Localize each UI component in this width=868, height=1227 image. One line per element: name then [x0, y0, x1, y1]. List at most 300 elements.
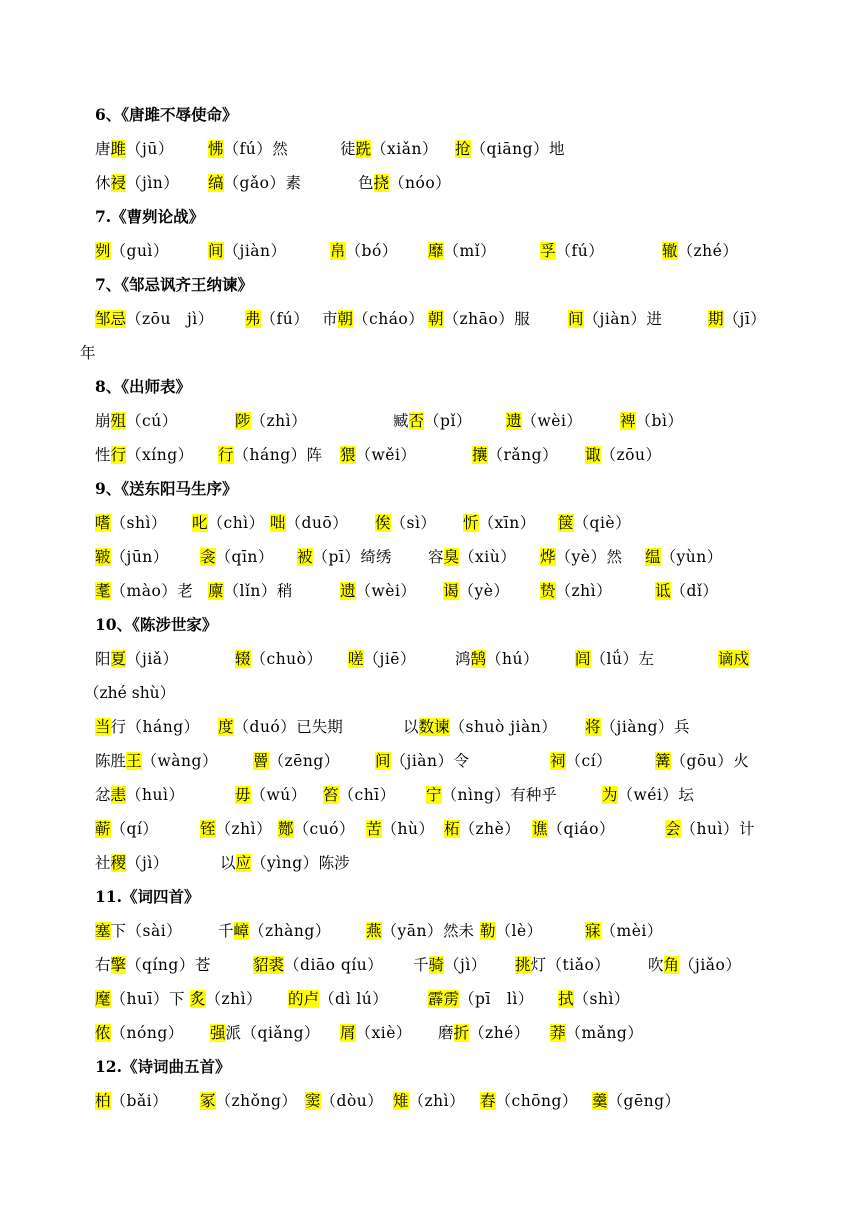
- entry-suffix: 令: [453, 752, 470, 770]
- vocab-entry: [444, 816, 520, 842]
- continuation-text: 年: [80, 344, 96, 362]
- highlighted-character: 闾: [575, 650, 591, 668]
- highlighted-character: 殂: [110, 412, 127, 430]
- entry-suffix: 计: [738, 820, 755, 838]
- vocab-entry: [210, 1020, 320, 1046]
- highlighted-character: 窦: [305, 1092, 321, 1110]
- pinyin: （fú）: [223, 140, 273, 158]
- pinyin: （cháo）: [353, 310, 425, 328]
- vocab-entry: [253, 748, 340, 774]
- vocab-entry: [218, 918, 331, 944]
- continuation-text: （zhé shù）: [84, 684, 176, 702]
- entry-prefix: 色: [358, 174, 374, 192]
- highlighted-character: 角: [663, 956, 680, 974]
- pinyin: （wéi）: [617, 786, 679, 804]
- pinyin: （zhāo）: [443, 310, 515, 328]
- pinyin: （duō）: [285, 514, 349, 532]
- highlighted-character: 辍: [235, 650, 251, 668]
- pinyin: （yìng）: [251, 854, 319, 872]
- vocab-entry: [348, 646, 416, 672]
- pinyin: （dòu）: [320, 1092, 384, 1110]
- pinyin: （cí）: [565, 752, 613, 770]
- highlighted-character: 邹忌: [95, 310, 127, 328]
- highlighted-character: 烨: [540, 548, 556, 566]
- pinyin: （bì）: [635, 412, 684, 430]
- pinyin: （xíng）: [126, 446, 194, 464]
- vocab-entry: [340, 136, 438, 162]
- highlighted-character: 猥: [340, 446, 356, 464]
- vocab-entry: [426, 782, 557, 808]
- pinyin: （cuó）: [293, 820, 356, 838]
- highlighted-character: 行: [110, 446, 127, 464]
- highlighted-character: 抢: [455, 140, 471, 158]
- vocab-entry: [592, 1088, 681, 1114]
- highlighted-character: 衾: [200, 548, 216, 566]
- vocab-entry: [428, 306, 530, 332]
- vocab-row: [0, 782, 868, 808]
- entry-suffix: 陈涉: [318, 854, 350, 872]
- pinyin: （bó）: [345, 242, 398, 260]
- pinyin: （lǐn）: [223, 582, 277, 600]
- vocab-row: [0, 816, 868, 842]
- pinyin: （nóng）: [110, 1024, 184, 1042]
- vocab-entry: [278, 816, 355, 842]
- highlighted-character: 挠: [373, 174, 390, 192]
- highlighted-character: 缊: [645, 548, 661, 566]
- highlighted-character: 忻: [463, 514, 479, 532]
- vocab-entry: [208, 578, 292, 604]
- highlighted-character: 应: [235, 854, 252, 872]
- pinyin: （wàng）: [141, 752, 218, 770]
- vocab-row: [0, 510, 868, 536]
- highlighted-character: 陟: [235, 412, 251, 430]
- pinyin: （jiàn）: [223, 242, 287, 260]
- vocab-entry: [235, 646, 323, 672]
- vocab-entry: [662, 238, 738, 264]
- highlighted-character: 雎: [110, 140, 127, 158]
- vocab-entry: [655, 748, 749, 774]
- entry-suffix: 然: [606, 548, 622, 566]
- pinyin: （chī）: [338, 786, 396, 804]
- vocab-entry: [245, 306, 309, 332]
- highlighted-character: 度: [218, 718, 234, 736]
- highlighted-character: 被: [297, 548, 313, 566]
- pinyin: （mǎng）: [565, 1024, 644, 1042]
- highlighted-character: 行: [218, 446, 234, 464]
- vocab-entry: [455, 136, 565, 162]
- entry-suffix: 左: [638, 650, 654, 668]
- highlighted-character: 遗: [506, 412, 522, 430]
- vocab-entry: [393, 408, 472, 434]
- highlighted-character: 祠: [550, 752, 566, 770]
- vocab-entry: [235, 782, 307, 808]
- highlighted-character: 遗: [340, 582, 356, 600]
- vocab-row: [0, 136, 868, 162]
- highlighted-character: 靡: [428, 242, 444, 260]
- highlighted-character: 罾: [253, 752, 269, 770]
- entry-prefix: 吹: [648, 956, 664, 974]
- vocab-entry: [568, 306, 662, 332]
- pinyin: （chuò）: [250, 650, 323, 668]
- pinyin: （wèi）: [521, 412, 583, 430]
- vocab-entry: [95, 816, 158, 842]
- pinyin: （jiē）: [363, 650, 416, 668]
- highlighted-character: 皲: [95, 548, 111, 566]
- highlighted-character: 篝: [655, 752, 671, 770]
- pinyin: （jī）: [723, 310, 767, 328]
- highlighted-character: 刿: [95, 242, 111, 260]
- pinyin: （fú）: [555, 242, 605, 260]
- highlighted-character: 耄: [95, 582, 111, 600]
- vocab-entry: [235, 408, 307, 434]
- highlighted-character: 笞: [323, 786, 339, 804]
- pinyin: （shì）: [110, 514, 167, 532]
- pinyin: （zhì）: [555, 582, 613, 600]
- pinyin: （qiāng）: [470, 140, 550, 158]
- pinyin: （lè）: [495, 922, 543, 940]
- vocab-entry: [200, 1088, 297, 1114]
- vocab-entry: [366, 816, 434, 842]
- section-title: 11.《词四首》: [95, 887, 200, 906]
- entry-suffix: 然: [272, 140, 288, 158]
- highlighted-character: 廪: [208, 582, 224, 600]
- pinyin: （zhì）: [250, 412, 308, 430]
- vocab-entry: [95, 170, 179, 196]
- highlighted-character: 苦: [366, 820, 382, 838]
- pinyin: （dì lú）: [319, 990, 389, 1008]
- highlighted-character: 嶂: [233, 922, 250, 940]
- highlighted-character: 毋: [235, 786, 251, 804]
- highlighted-character: 寐: [585, 922, 601, 940]
- entry-prefix: 社: [95, 854, 111, 872]
- highlighted-character: 鹄: [470, 650, 487, 668]
- highlighted-character: 雉: [393, 1092, 409, 1110]
- pinyin: （gǎo）: [223, 174, 286, 192]
- vocab-entry: [718, 646, 749, 672]
- section-title: 12.《诗词曲五首》: [95, 1057, 231, 1076]
- pinyin: （háng）: [233, 446, 307, 464]
- pinyin: （jiàn）: [583, 310, 647, 328]
- pinyin: （yè）: [555, 548, 607, 566]
- entry-suffix: 坛: [678, 786, 694, 804]
- pinyin: （qí）: [110, 820, 159, 838]
- vocab-entry: [208, 238, 287, 264]
- highlighted-character: 嗜: [95, 514, 111, 532]
- highlighted-character: 麾: [95, 990, 111, 1008]
- pinyin: （wěi）: [355, 446, 417, 464]
- highlighted-character: 弗: [245, 310, 261, 328]
- vocab-entry: [305, 1088, 383, 1114]
- highlighted-character: 叱: [192, 514, 208, 532]
- vocab-entry: [366, 918, 474, 944]
- entry-suffix: 有种乎: [510, 786, 557, 804]
- vocab-row: [0, 1020, 868, 1046]
- vocab-entry: [645, 544, 723, 570]
- vocab-entry: [95, 918, 182, 944]
- pinyin: （shuò jiàn）: [449, 718, 558, 736]
- pinyin: （mǐ）: [443, 242, 497, 260]
- pinyin: （jiǎ）: [126, 650, 179, 668]
- vocab-entry: [330, 238, 398, 264]
- vocab-entry: [95, 238, 169, 264]
- pinyin: （jūn）: [110, 548, 169, 566]
- highlighted-character: 燕: [366, 922, 382, 940]
- vocab-entry: [540, 238, 604, 264]
- pinyin: （zhǒng）: [215, 1092, 298, 1110]
- vocab-entry: [95, 544, 169, 570]
- vocab-row: [0, 578, 868, 604]
- pinyin: （pǐ）: [424, 412, 472, 430]
- vocab-row: [0, 442, 868, 468]
- entry-suffix: 进: [646, 310, 663, 328]
- entry-prefix: 鸿: [455, 650, 471, 668]
- entry-suffix: 老: [177, 582, 193, 600]
- pinyin: （zhé）: [677, 242, 739, 260]
- vocab-entry: [540, 544, 622, 570]
- pinyin: （chì）: [207, 514, 265, 532]
- highlighted-character: 期: [708, 310, 724, 328]
- highlighted-character: 谯: [532, 820, 548, 838]
- highlighted-character: 孚: [540, 242, 556, 260]
- vocab-entry: [665, 816, 754, 842]
- entry-prefix: 右: [95, 956, 111, 974]
- pinyin: （jì）: [444, 956, 487, 974]
- entry-suffix: 苍: [194, 956, 211, 974]
- vocab-row: [0, 544, 868, 570]
- highlighted-character: 跣: [355, 140, 372, 158]
- pinyin: （nìng）: [441, 786, 511, 804]
- highlighted-character: 骑: [428, 956, 445, 974]
- pinyin: （yān）: [381, 922, 443, 940]
- section-title: 7、《邹忌讽齐王纳谏》: [95, 275, 254, 294]
- vocab-entry: [428, 544, 516, 570]
- vocab-entry: [95, 646, 179, 672]
- entry-prefix: 休: [95, 174, 111, 192]
- vocab-entry: [253, 952, 383, 978]
- section-title: 8、《出师表》: [95, 377, 192, 396]
- pinyin: （huī）: [110, 990, 169, 1008]
- highlighted-character: 柏: [95, 1092, 111, 1110]
- vocab-entry: [550, 1020, 643, 1046]
- pinyin: （zēng）: [268, 752, 340, 770]
- pinyin: （diāo qíu）: [284, 956, 384, 974]
- highlighted-character: 的卢: [288, 990, 320, 1008]
- highlighted-character: 霹雳: [428, 990, 460, 1008]
- entry-prefix: 徒: [340, 140, 356, 158]
- pinyin: （bǎi）: [110, 1092, 169, 1110]
- pinyin: （jiàng）: [600, 718, 674, 736]
- highlighted-character: 蕲: [95, 820, 111, 838]
- vocab-entry: [428, 238, 496, 264]
- highlighted-character: 夏: [110, 650, 127, 668]
- pinyin: （xiǎn）: [371, 140, 438, 158]
- vocab-entry: [190, 986, 262, 1012]
- pinyin: （mào）: [110, 582, 178, 600]
- entry-prefix: 性: [95, 446, 111, 464]
- pinyin: （sì）: [390, 514, 437, 532]
- highlighted-character: 朝: [337, 310, 354, 328]
- vocab-entry: [95, 408, 178, 434]
- vocab-entry: [480, 918, 543, 944]
- vocab-row: [0, 748, 868, 774]
- vocab-entry: [95, 306, 214, 332]
- vocab-entry: [322, 306, 424, 332]
- vocab-entry: [480, 1088, 578, 1114]
- vocab-entry: [288, 986, 388, 1012]
- section-title: 10、《陈涉世家》: [95, 615, 218, 634]
- highlighted-character: 为: [602, 786, 618, 804]
- vocab-entry: [218, 442, 322, 468]
- vocab-entry: [602, 782, 694, 808]
- pinyin: （huì）: [126, 786, 185, 804]
- vocab-entry: [558, 510, 631, 536]
- entry-prefix: 市: [322, 310, 338, 328]
- vocab-entry: [95, 714, 200, 740]
- pinyin: （xiù）: [459, 548, 517, 566]
- vocab-row: [0, 714, 868, 740]
- vocab-entry: [218, 714, 343, 740]
- vocab-entry: [95, 748, 218, 774]
- vocab-entry: [403, 714, 557, 740]
- pinyin: （duó）: [233, 718, 297, 736]
- vocab-entry: [340, 1020, 412, 1046]
- highlighted-character: 间: [568, 310, 584, 328]
- pinyin: （dǐ）: [670, 582, 719, 600]
- vocab-entry: [585, 442, 662, 468]
- pinyin: （mèi）: [600, 922, 663, 940]
- entry-suffix: 已失期: [296, 718, 343, 736]
- pinyin: （qíng）: [126, 956, 195, 974]
- pinyin: 下（sài）: [110, 922, 183, 940]
- pinyin: （wú）: [250, 786, 307, 804]
- highlighted-character: 貂裘: [253, 956, 285, 974]
- highlighted-character: 侬: [95, 1024, 111, 1042]
- vocab-entry: [270, 510, 348, 536]
- entry-prefix: 容: [428, 548, 444, 566]
- pinyin: （xīn）: [478, 514, 536, 532]
- entry-suffix: 地: [549, 140, 565, 158]
- pinyin: （gōu）: [670, 752, 734, 770]
- section-title: 7.《曹刿论战》: [95, 207, 205, 226]
- vocab-row: [0, 918, 868, 944]
- highlighted-character: 攘: [472, 446, 488, 464]
- vocab-row: [0, 238, 868, 264]
- highlighted-character: 贽: [540, 582, 556, 600]
- vocab-entry: [393, 1088, 465, 1114]
- highlighted-character: 冢: [200, 1092, 216, 1110]
- pinyin: （jì）: [126, 854, 169, 872]
- highlighted-character: 酂: [278, 820, 294, 838]
- entry-suffix: 稍: [276, 582, 293, 600]
- vocab-entry: [95, 952, 210, 978]
- vocab-entry: [192, 510, 265, 536]
- pinyin: （yè）: [458, 582, 510, 600]
- highlighted-character: 谒: [443, 582, 459, 600]
- highlighted-character: 折: [453, 1024, 470, 1042]
- vocab-row: [0, 850, 868, 876]
- entry-prefix: 千: [218, 922, 234, 940]
- highlighted-character: 拭: [558, 990, 574, 1008]
- pinyin: （zhàng）: [249, 922, 331, 940]
- pinyin: （zhì）: [215, 820, 273, 838]
- pinyin: （lǘ）: [590, 650, 639, 668]
- pinyin: （chōng）: [495, 1092, 578, 1110]
- entry-suffix: 服: [514, 310, 530, 328]
- entry-prefix: 忿: [95, 786, 111, 804]
- highlighted-character: 宁: [426, 786, 442, 804]
- pinyin: （zōu）: [600, 446, 662, 464]
- pinyin: （nóo）: [389, 174, 452, 192]
- entry-suffix: 火: [733, 752, 749, 770]
- vocab-row: [0, 646, 868, 672]
- vocab-entry: [340, 578, 416, 604]
- highlighted-character: 臭: [443, 548, 460, 566]
- vocab-entry: [95, 1088, 168, 1114]
- entry-prefix: 以: [220, 854, 236, 872]
- highlighted-character: 诹: [585, 446, 601, 464]
- highlighted-character: 怫: [208, 140, 224, 158]
- vocab-entry: [540, 578, 612, 604]
- highlighted-character: 稷: [110, 854, 127, 872]
- pinyin: （hù）: [381, 820, 435, 838]
- highlighted-character: 铚: [200, 820, 216, 838]
- pinyin: （qīn）: [215, 548, 274, 566]
- entry-suffix: 素: [285, 174, 302, 192]
- entry-prefix: 磨: [438, 1024, 454, 1042]
- highlighted-character: 勒: [480, 922, 496, 940]
- pinyin: （rǎng）: [487, 446, 559, 464]
- highlighted-character: 缟: [208, 174, 224, 192]
- entry-prefix: 唐: [95, 140, 111, 158]
- entry-prefix: 陈胜: [95, 752, 127, 770]
- vocab-entry: [200, 816, 272, 842]
- vocab-entry: [575, 646, 654, 672]
- highlighted-character: 屑: [340, 1024, 356, 1042]
- entry-suffix: 阵: [306, 446, 323, 464]
- vocab-entry: [95, 578, 193, 604]
- highlighted-character: 将: [585, 718, 601, 736]
- vocab-entry: [200, 544, 274, 570]
- highlighted-character: 柘: [444, 820, 460, 838]
- pinyin: （xiè）: [355, 1024, 412, 1042]
- vocab-entry: [558, 986, 630, 1012]
- highlighted-character: 塞: [95, 922, 111, 940]
- vocab-entry: [428, 986, 534, 1012]
- highlighted-character: 莽: [550, 1024, 566, 1042]
- pinyin: （zhì）: [205, 990, 263, 1008]
- pinyin: （zōu jì）: [126, 310, 214, 328]
- pinyin: （hú）: [486, 650, 539, 668]
- highlighted-character: 俟: [375, 514, 391, 532]
- vocab-row: [0, 170, 868, 196]
- pinyin: （jìn）: [126, 174, 180, 192]
- pinyin: （shì）: [573, 990, 630, 1008]
- vocab-row: [0, 1088, 868, 1114]
- vocab-entry: [375, 510, 436, 536]
- vocab-entry: [95, 442, 194, 468]
- highlighted-character: 嗟: [348, 650, 364, 668]
- vocab-entry: [585, 918, 663, 944]
- highlighted-character: 谪戍: [718, 650, 750, 668]
- pinyin: （guì）: [110, 242, 169, 260]
- vocab-entry: [95, 782, 184, 808]
- highlighted-character: 帛: [330, 242, 346, 260]
- section-title: 9、《送东阳马生序》: [95, 479, 238, 498]
- vocab-entry: [208, 170, 301, 196]
- highlighted-character: 当: [95, 718, 111, 736]
- pinyin: （pī lì）: [459, 990, 534, 1008]
- pinyin: （gēng）: [607, 1092, 681, 1110]
